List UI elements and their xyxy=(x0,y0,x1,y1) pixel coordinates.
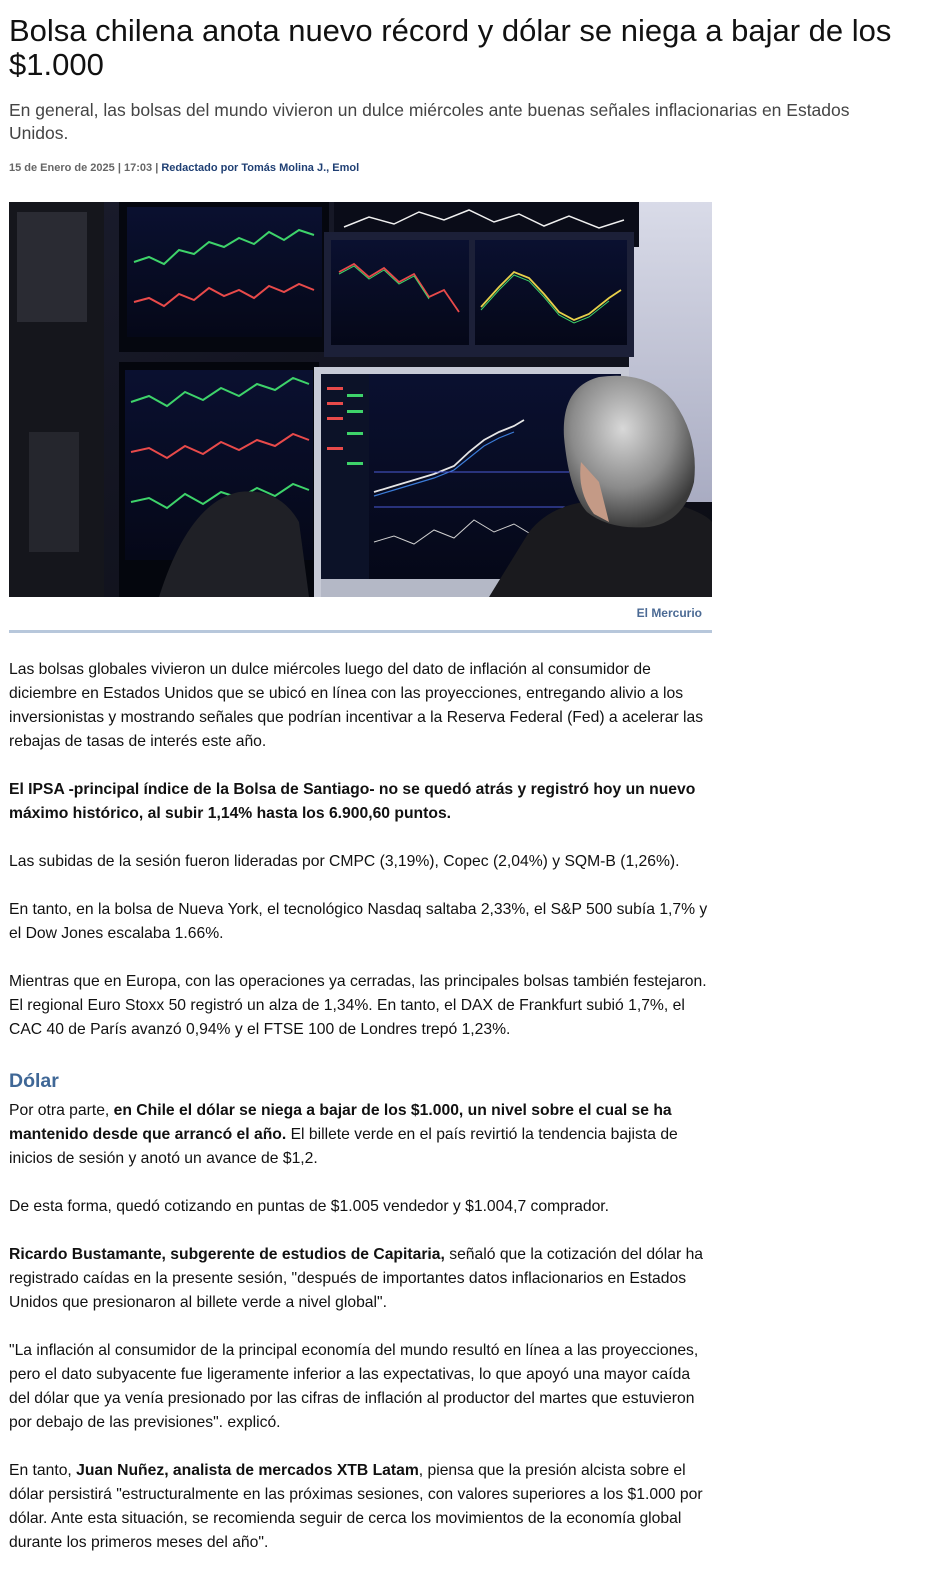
body-paragraph xyxy=(9,1099,714,1171)
body-paragraph: De esta forma, quedó cotizando en puntas de $1.005 vendedor y $1.004,7 comprador. xyxy=(9,1198,610,1215)
publish-time: 17:03 xyxy=(123,162,153,174)
article-lead: En general, las bolsas del mundo vivieron un dulce miércoles ante buenas señales inflacionarias en Estados Unidos. xyxy=(9,100,850,143)
body-paragraph xyxy=(9,1243,714,1315)
photo-caption: El Mercurio xyxy=(636,606,702,620)
trading-screens-photo xyxy=(9,202,712,597)
publish-date: 15 de Enero de 2025 xyxy=(9,162,115,174)
text-run: , piensa que la presión alcista sobre el dólar persistirá "estructuralmente en las próximas sesiones, con valores superiores a los $1.000 por dólar. Ante esta situación, se recomienda seguir de cerca los movimientos de la economía global durante los primeros meses del año". xyxy=(9,1462,703,1551)
section-heading-dolar: Dólar xyxy=(9,1070,59,1092)
highlight-text: El IPSA -principal índice de la Bolsa de Santiago- no se quedó atrás y registró hoy un nuevo máximo histórico, al subir 1,14% hasta los 6.900,60 puntos. xyxy=(9,781,696,822)
byline xyxy=(9,161,359,176)
highlight-text: Juan Nuñez, analista de mercados XTB Latam xyxy=(76,1462,419,1479)
highlight-text: en Chile el dólar se niega a bajar de los $1.000, un nivel sobre el cual se ha mantenido desde que arrancó el año. xyxy=(9,1102,672,1143)
article-body xyxy=(9,658,714,1579)
byline-separator: | xyxy=(117,162,121,174)
text-run: señaló que la cotización del dólar ha registrado caídas en la presente sesión, "después de importantes datos inflacionarios en Estados Unidos que presionaron al billete verde a nivel global". xyxy=(9,1246,704,1311)
text-run: Por otra parte, xyxy=(9,1102,114,1119)
text-run: En tanto, xyxy=(9,1462,77,1479)
author-link[interactable]: Redactado por Tomás Molina J., Emol xyxy=(161,162,360,174)
article-photo-container xyxy=(9,202,712,633)
byline-separator: | xyxy=(155,162,159,174)
body-paragraph: Las subidas de la sesión fueron lideradas por CMPC (3,19%), Copec (2,04%) y SQM-B (1,26%). xyxy=(9,853,680,870)
body-paragraph: En tanto, en la bolsa de Nueva York, el tecnológico Nasdaq saltaba 2,33%, el S&P 500 subía 1,7% y el Dow Jones escalaba 1.66%. xyxy=(9,901,708,942)
body-paragraph xyxy=(9,1459,714,1555)
body-paragraph: "La inflación al consumidor de la principal economía del mundo resultó en línea a las proyecciones, pero el dato subyacente fue ligeramente inferior a las expectativas, lo que apoyó una mayor caída del dólar que ya venía presionado por las cifras de inflación al productor del martes que estuvieron por debajo de las previsiones". explicó. xyxy=(9,1342,699,1431)
text-run: El billete verde en el país revirtió la tendencia bajista de inicios de sesión y anotó un avance de $1,2. xyxy=(9,1126,678,1167)
body-paragraph xyxy=(9,778,714,826)
body-paragraph: Las bolsas globales vivieron un dulce miércoles luego del dato de inflación al consumidor de diciembre en Estados Unidos que se ubicó en línea con las proyecciones, entregando alivio a los inversionistas y mostrando señales que podrían incentivar a la Reserva Federal (Fed) a acelerar las rebajas de tasas de interés este año. xyxy=(9,661,704,750)
body-paragraph: Mientras que en Europa, con las operaciones ya cerradas, las principales bolsas también festejaron. El regional Euro Stoxx 50 registró un alza de 1,34%. En tanto, el DAX de Frankfurt subió 1,7%, el CAC 40 de París avanzó 0,94% y el FTSE 100 de Londres trepó 1,23%. xyxy=(9,973,707,1038)
highlight-text: Ricardo Bustamante, subgerente de estudios de Capitaria, xyxy=(9,1246,445,1263)
article-headline: Bolsa chilena anota nuevo récord y dólar se niega a bajar de los $1.000 xyxy=(9,13,892,82)
